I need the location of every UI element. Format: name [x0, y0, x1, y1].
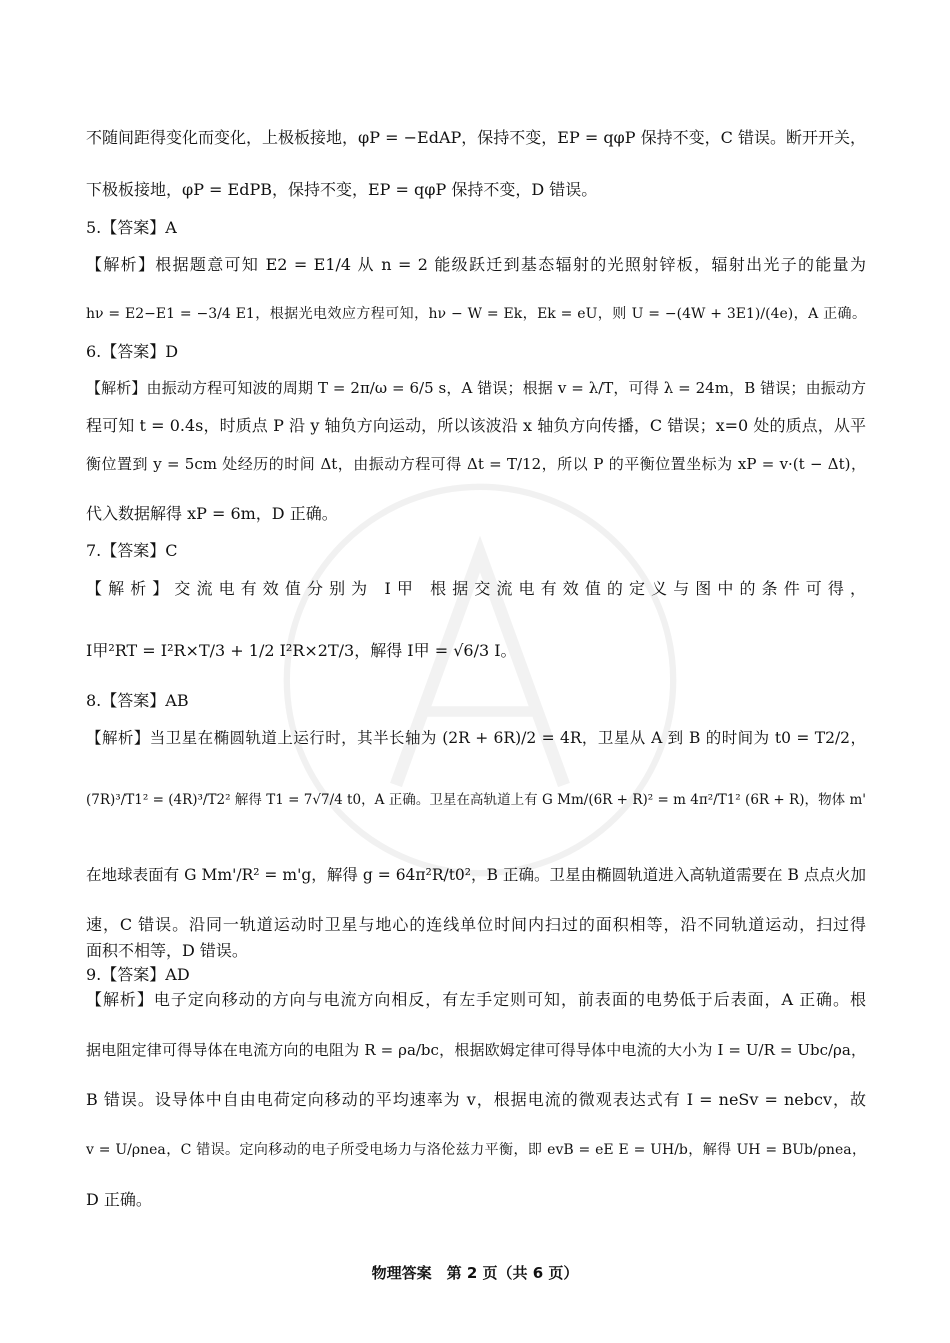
text-line: D 正确。 [86, 1190, 152, 1209]
text-line: 衡位置到 y = 5cm 处经历的时间 Δt，由振动方程可得 Δt = T/12，所以 P 的平衡位置坐标为 xP = v·(t − Δt)， [86, 455, 866, 473]
text-line: I甲²RT = I²R×T/3 + 1/2 I²R×2T/3，解得 I甲 = √6/3 I。 [86, 641, 517, 660]
text-line: 在地球表面有 G Mm'/R² = m'g，解得 g = 64π²R/t0²，B 正确。卫星由椭圆轨道进入高轨道需要在 B 点点火加 [86, 866, 866, 884]
text-line: 【解析】交流电有效值分别为 I甲 根据交流电有效值的定义与图中的条件可得， [86, 579, 866, 598]
answer-heading-9: 9.【答案】AD [86, 965, 190, 984]
text-line: (7R)³/T1² = (4R)³/T2² 解得 T1 = 7√7/4 t0，A 正确。卫星在高轨道上有 G Mm/(6R + R)² = m 4π²/T1² (6R + R)，物体 m' [86, 792, 866, 808]
text-line: 不随间距得变化而变化，上极板接地，φP = −EdAP，保持不变，EP = qφP 保持不变，C 错误。断开开关， [86, 128, 866, 147]
text-line: 【解析】根据题意可知 E2 = E1/4 从 n = 2 能级跃迁到基态辐射的光照射锌板，辐射出光子的能量为 [86, 255, 866, 274]
text-line: 【解析】由振动方程可知波的周期 T = 2π/ω = 6/5 s，A 错误；根据 v = λ/T，可得 λ = 24m，B 错误；由振动方 [86, 379, 866, 397]
text-line: 【解析】电子定向移动的方向与电流方向相反，有左手定则可知，前表面的电势低于后表面，A 正确。根 [86, 990, 866, 1009]
text-line: B 错误。设导体中自由电荷定向移动的平均速率为 v，根据电流的微观表达式有 I = neSv = nebcv，故 [86, 1090, 866, 1109]
text-line: v = U/ρnea，C 错误。定向移动的电子所受电场力与洛伦兹力平衡，即 evB = eE E = UH/b，解得 UH = BUb/ρnea， [86, 1142, 866, 1158]
text-line: 代入数据解得 xP = 6m，D 正确。 [86, 504, 338, 523]
text-line: 速，C 错误。沿同一轨道运动时卫星与地心的连线单位时间内扫过的面积相等，沿不同轨道运动，扫过得 [86, 915, 866, 934]
text-line: 【解析】当卫星在椭圆轨道上运行时，其半长轴为 (2R + 6R)/2 = 4R，卫星从 A 到 B 的时间为 t0 = T2/2， [86, 729, 866, 747]
text-line: 程可知 t = 0.4s，时质点 P 沿 y 轴负方向运动，所以该波沿 x 轴负方向传播，C 错误；x=0 处的质点，从平 [86, 416, 866, 435]
watermark-logo [270, 470, 690, 890]
answer-heading-8: 8.【答案】AB [86, 691, 189, 710]
text-line: hν = E2−E1 = −3/4 E1，根据光电效应方程可知，hν − W = Ek，Ek = eU，则 U = −(4W + 3E1)/(4e)，A 正确。 [86, 306, 866, 322]
text-line: 面积不相等，D 错误。 [86, 941, 248, 960]
answer-heading-6: 6.【答案】D [86, 342, 179, 361]
text-line: 下极板接地，φP = EdPB，保持不变，EP = qφP 保持不变，D 错误。 [86, 180, 598, 199]
text-line: 据电阻定律可得导体在电流方向的电阻为 R = ρa/bc，根据欧姆定律可得导体中电流的大小为 I = U/R = Ubc/ρa， [86, 1041, 866, 1059]
page-footer: 物理答案 第 2 页（共 6 页） [371, 1264, 579, 1282]
answer-heading-5: 5.【答案】A [86, 218, 177, 237]
answer-heading-7: 7.【答案】C [86, 541, 178, 560]
